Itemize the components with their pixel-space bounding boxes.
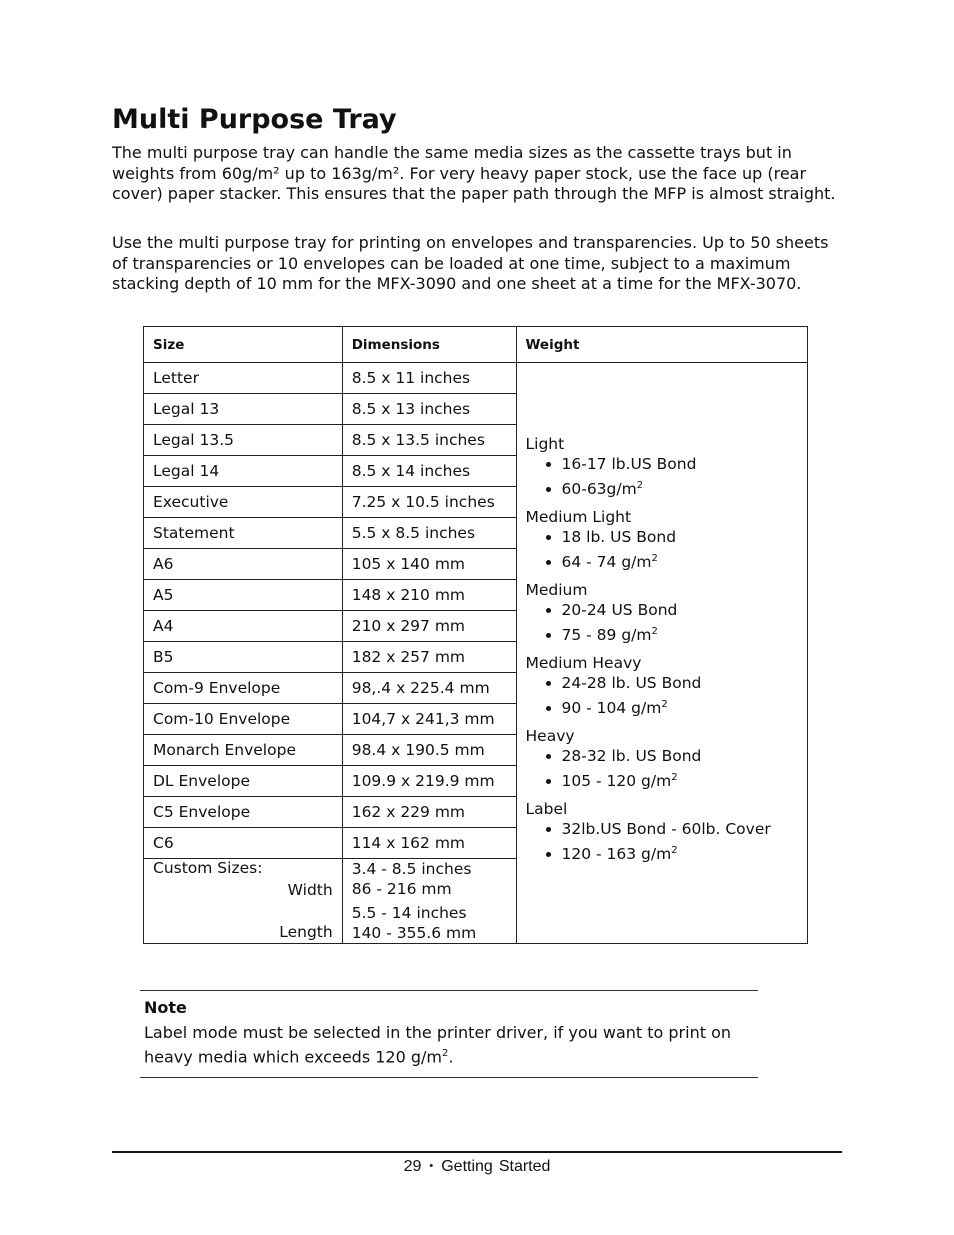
weight-gsm: 120 - 163 g/m [561, 845, 672, 864]
weight-class-name: Medium Heavy [525, 654, 642, 672]
weight-list [526, 819, 799, 865]
note-text [144, 1022, 764, 1067]
footer-rule [112, 1151, 842, 1153]
table-header-row [144, 327, 808, 363]
header-weight: Weight [516, 327, 808, 363]
weight-group [526, 507, 799, 573]
weight-bond: • 24-28 lb. US Bond [562, 673, 799, 694]
weight-gsm: 105 - 120 g/m [561, 772, 672, 791]
weight-bond: • 18 lb. US Bond [562, 527, 799, 548]
note-top-rule [140, 990, 758, 991]
footer-bullet: • [429, 1160, 434, 1172]
custom-dimensions-cell [342, 859, 516, 944]
weight-bond: • 20-24 US Bond [562, 600, 799, 621]
weight-group [526, 580, 799, 646]
weight-gsm: 60-63g/m [561, 479, 637, 498]
weight-cell [516, 363, 808, 944]
custom-length-label: Length [279, 923, 333, 941]
note-title: Note [144, 998, 187, 1017]
weight-list [526, 527, 799, 573]
weight-group [526, 434, 799, 500]
dimensions-cell: 8.5 x 13.5 inches [342, 425, 516, 456]
weight-class-name: Heavy [525, 727, 575, 746]
dimensions-cell: 105 x 140 mm [342, 549, 516, 580]
weight-class-name: Label [525, 800, 568, 819]
custom-width-inches: 3.4 - 8.5 inches [351, 860, 472, 878]
weight-gsm: 90 - 104 g/m [561, 699, 662, 718]
media-size-table [143, 326, 808, 944]
custom-size-label: Custom Sizes: [153, 859, 263, 877]
custom-length-mm: 140 - 355.6 mm [351, 924, 477, 942]
dimensions-cell: 8.5 x 13 inches [342, 394, 516, 425]
table-row [144, 363, 808, 394]
weight-gsm-item [562, 548, 799, 573]
weight-gsm-item [562, 694, 799, 719]
dimensions-cell: 5.5 x 8.5 inches [342, 518, 516, 549]
size-cell: Com-9 Envelope [144, 673, 343, 704]
gsm-superscript: 2 [636, 479, 644, 491]
gsm-superscript: 2 [651, 625, 658, 637]
weight-gsm-item [562, 621, 799, 646]
weight-bond: • 32lb.US Bond - 60lb. Cover [562, 819, 799, 840]
dimensions-cell: 98,.4 x 225.4 mm [342, 673, 516, 704]
gsm-superscript: 2 [651, 552, 658, 564]
weight-gsm-item [562, 475, 799, 500]
note-end: . [448, 1047, 454, 1067]
dimensions-cell: 8.5 x 11 inches [342, 363, 516, 394]
note-superscript: 2 [442, 1048, 449, 1059]
table-body [144, 363, 808, 944]
note-bottom-rule [140, 1077, 758, 1078]
size-cell: A6 [144, 549, 343, 580]
weight-gsm-item [562, 767, 799, 792]
dimensions-cell: 182 x 257 mm [342, 642, 516, 673]
weight-list [526, 454, 799, 500]
weight-bond: • 28-32 lb. US Bond [562, 746, 799, 767]
gsm-superscript: 2 [671, 845, 678, 857]
size-cell: Letter [144, 363, 343, 394]
usage-paragraph: Use the multi purpose tray for printing on envelopes and transparencies. Up to 50 sheets of transparencies or 10 envelopes can be loaded at one time, subject to a maximum stacking depth of 10 mm for the MFX-3090 and one sheet at a time for the MFX-3070. [112, 233, 829, 293]
size-cell: C5 Envelope [144, 797, 343, 828]
size-cell: Com-10 Envelope [144, 704, 343, 735]
note-body: Label mode must be selected in the printer driver, if you want to print on heavy media which exceeds 120 g/m [144, 1023, 731, 1067]
dimensions-cell: 8.5 x 14 inches [342, 456, 516, 487]
weight-gsm: 75 - 89 g/m [561, 626, 652, 644]
weight-gsm-item [562, 840, 799, 865]
dimensions-cell: 109.9 x 219.9 mm [342, 766, 516, 797]
size-cell: A4 [144, 611, 343, 642]
gsm-superscript: 2 [671, 772, 678, 784]
custom-length-inches: 5.5 - 14 inches [351, 904, 467, 922]
dimensions-cell: 114 x 162 mm [342, 828, 516, 859]
page-title: Multi Purpose Tray [112, 104, 397, 135]
size-cell: Monarch Envelope [144, 735, 343, 766]
page-footer [0, 1158, 954, 1176]
dimensions-cell: 98.4 x 190.5 mm [342, 735, 516, 766]
weight-group [526, 653, 799, 719]
dimensions-cell: 162 x 229 mm [342, 797, 516, 828]
page-number: 29 [403, 1158, 422, 1175]
weight-class-name: Medium [525, 580, 588, 599]
weight-class-name: Medium Light [525, 507, 632, 526]
custom-width-mm: 86 - 216 mm [351, 880, 452, 898]
weight-list [526, 600, 799, 646]
footer-section-word1: Getting [441, 1158, 493, 1175]
size-cell: A5 [144, 580, 343, 611]
size-cell: Legal 13 [144, 394, 343, 425]
size-cell: Executive [144, 487, 343, 518]
header-size: Size [144, 327, 343, 363]
dimensions-cell: 148 x 210 mm [342, 580, 516, 611]
weight-list [526, 746, 799, 792]
size-cell: Legal 14 [144, 456, 343, 487]
weight-group [526, 726, 799, 792]
size-cell: Statement [144, 518, 343, 549]
size-cell: Legal 13.5 [144, 425, 343, 456]
dimensions-cell: 104,7 x 241,3 mm [342, 704, 516, 735]
dimensions-cell: 7.25 x 10.5 inches [342, 487, 516, 518]
weight-gsm: 64 - 74 g/m [561, 552, 652, 571]
footer-section-word2: Started [498, 1158, 551, 1175]
header-dimensions: Dimensions [342, 327, 516, 363]
size-cell: DL Envelope [144, 766, 343, 797]
custom-size-cell [144, 859, 343, 944]
weight-group [526, 799, 799, 865]
weight-class-name: Light [525, 434, 565, 453]
size-cell: C6 [144, 828, 343, 859]
gsm-superscript: 2 [661, 699, 668, 710]
weight-list [526, 673, 799, 719]
intro-paragraph: The multi purpose tray can handle the same media sizes as the cassette trays but in weights from 60g/m² up to 163g/m². For very heavy paper stock, use the face up (rear cover) paper stacker. This ensures that the paper path through the MFP is almost straight. [112, 143, 836, 203]
size-cell: B5 [144, 642, 343, 673]
weight-bond: • 16-17 lb.US Bond [562, 454, 799, 475]
custom-width-label: Width [287, 881, 333, 899]
dimensions-cell: 210 x 297 mm [342, 611, 516, 642]
